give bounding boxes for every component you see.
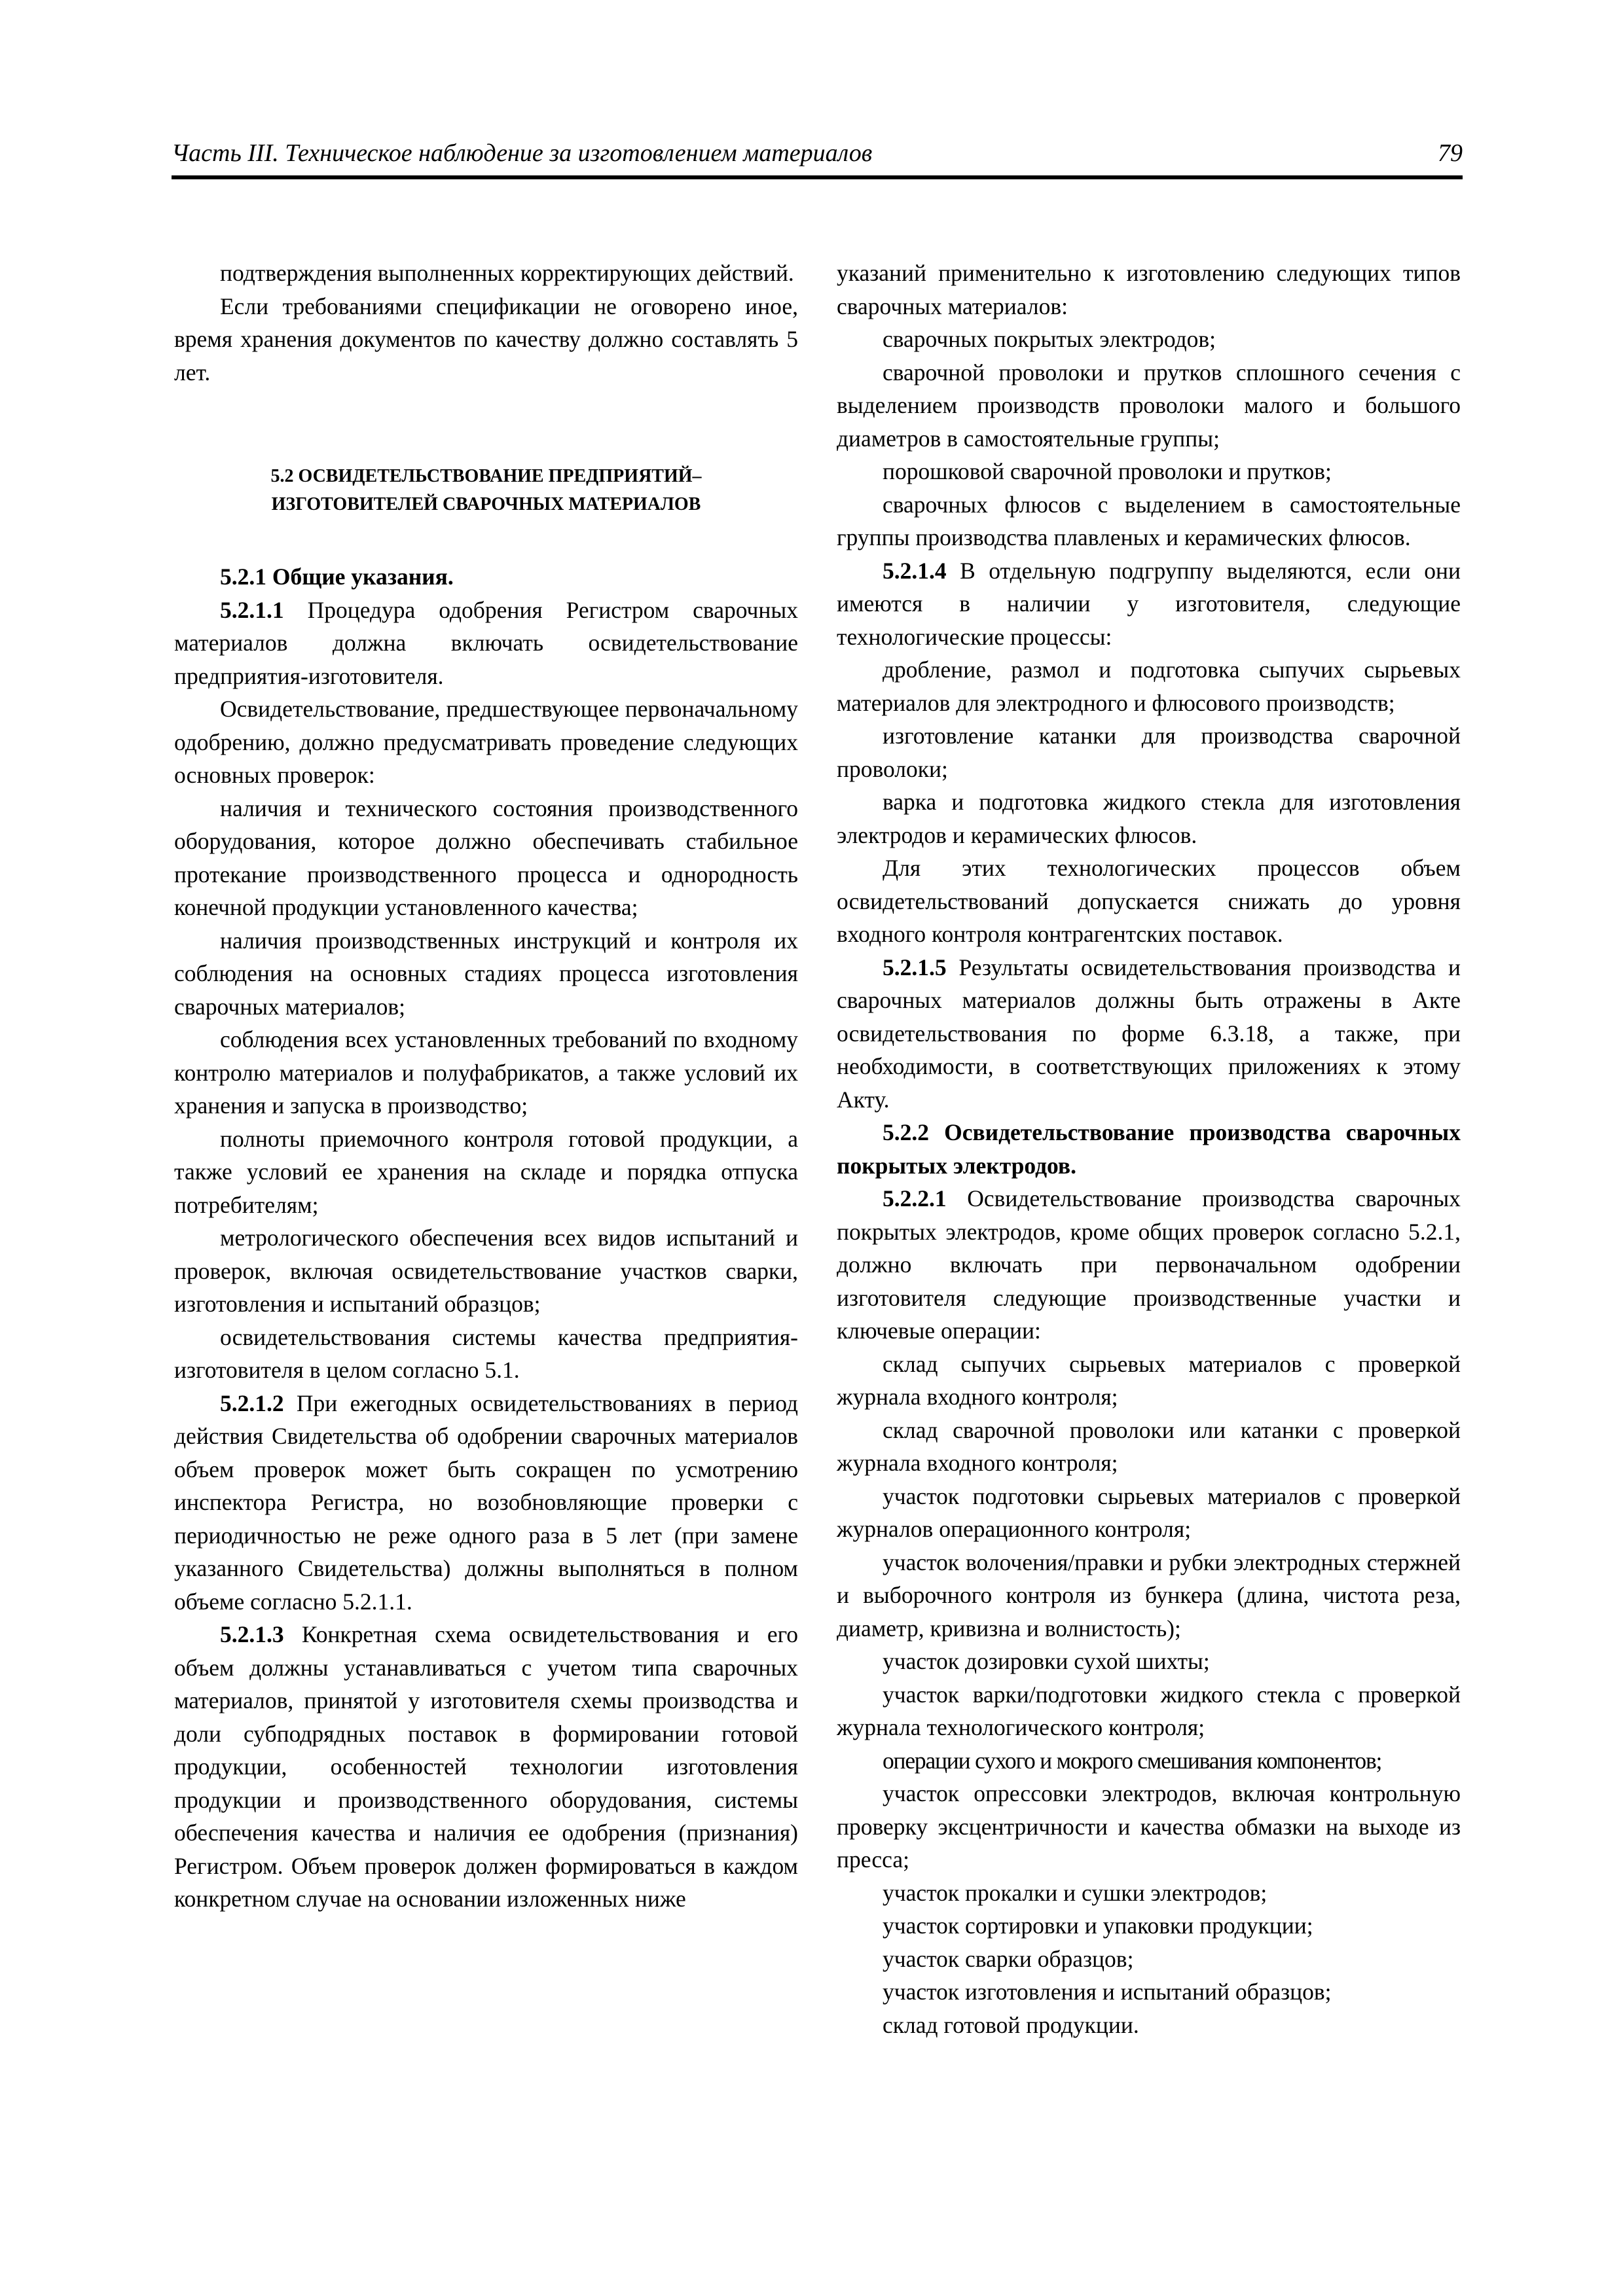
paragraph-text: Результаты освидетельствования производства и сварочных материалов должны быть отражены в Акте освидетельствования по форме 6.3.18, а также, при необходимости, в соответствующих приложениях к этому Акту. xyxy=(837,954,1461,1113)
paragraph xyxy=(837,1678,1461,1744)
paragraph-text: Освидетельствование производства сварочных покрытых электродов, кроме общих проверок согласно 5.2.1, должно включать при первоначальном одобрении изготовителя следующие производственные участки и ключевые операции: xyxy=(837,1185,1461,1344)
paragraph xyxy=(837,323,1461,356)
header-rule xyxy=(172,175,1463,179)
paragraph-text: Конкретная схема освидетельствования и его объем должны устанавливаться с учетом типа сварочных материалов, принятой у изготовителя схемы производства и доли субподрядных поставок в формировании готовой продукции, особенностей технологии изготовления продукции и производственного оборудования, системы обеспечения качества и наличия ее одобрения (признания) Регистром. Объем проверок должен формироваться в каждом конкретном случае на основании изложенных ниже xyxy=(174,1621,798,1912)
clause-number: 5.2.1.2 xyxy=(220,1390,284,1416)
paragraph xyxy=(837,1876,1461,1910)
left-paragraphs-before xyxy=(174,257,798,389)
paragraph xyxy=(174,290,798,389)
paragraph xyxy=(837,1348,1461,1414)
paragraph xyxy=(837,554,1461,654)
paragraph-text: сварочной проволоки и прутков сплошного сечения с выделением производств проволоки малого и большого диаметров в самостоятельные группы; xyxy=(837,359,1461,452)
paragraph xyxy=(174,257,798,290)
paragraph-text: дробление, размол и подготовка сыпучих сырьевых материалов для электродного и флюсового производств; xyxy=(837,656,1461,716)
paragraph xyxy=(837,1414,1461,1480)
paragraph-text: метрологического обеспечения всех видов испытаний и проверок, включая освидетельствование участков сварки, изготовления и испытаний образцов; xyxy=(174,1225,798,1317)
paragraph-text: При ежегодных освидетельствованиях в период действия Свидетельства об одобрении сварочных материалов объем проверок может быть сокращен по усмотрению инспектора Регистра, но возобновляющие проверки с периодичностью не реже одного раза в 5 лет (при замене указанного Свидетельства) должны выполняться в полном объеме согласно 5.2.1.1. xyxy=(174,1390,798,1615)
paragraph-text: подтверждения выполненных корректирующих действий. xyxy=(220,260,794,286)
paragraph-text: Для этих технологических процессов объем освидетельствований допускается снижать до уровня входного контроля контрагентских поставок. xyxy=(837,855,1461,947)
paragraph xyxy=(837,653,1461,719)
clause-number: 5.2.1.5 xyxy=(883,954,947,980)
clause-number: 5.2.1.4 xyxy=(883,557,947,584)
subsection-heading xyxy=(837,1116,1461,1182)
paragraph xyxy=(837,1480,1461,1546)
paragraph xyxy=(837,2009,1461,2042)
paragraph xyxy=(837,488,1461,554)
paragraph xyxy=(837,1777,1461,1876)
header-title: Часть III. Техническое наблюдение за изготовлением материалов xyxy=(172,139,873,167)
paragraph-text: полноты приемочного контроля готовой продукции, а также условий ее хранения на складе и порядка отпуска потребителям; xyxy=(174,1125,798,1218)
paragraph xyxy=(837,257,1461,323)
paragraph-text: участок опрессовки электродов, включая контрольную проверку эксцентричности и качества обмазки на выходе из пресса; xyxy=(837,1780,1461,1873)
paragraph-text: изготовление катанки для производства сварочной проволоки; xyxy=(837,723,1461,782)
paragraph xyxy=(174,1122,798,1222)
clause-number: 5.2.2.1 xyxy=(883,1185,947,1211)
paragraph xyxy=(837,1909,1461,1943)
paragraph-text: Освидетельствование, предшествующее первоначальному одобрению, должно предусматривать проведение следующих основных проверок: xyxy=(174,696,798,788)
paragraph xyxy=(837,1943,1461,1976)
paragraph xyxy=(837,719,1461,785)
paragraph xyxy=(837,455,1461,488)
paragraph xyxy=(174,1387,798,1619)
paragraph-text: Если требованиями спецификации не оговорено иное, время хранения документов по качеству должно составлять 5 лет. xyxy=(174,293,798,386)
paragraph-text: освидетельствования системы качества предприятия-изготовителя в целом согласно 5.1. xyxy=(174,1323,798,1383)
paragraph-text: участок прокалки и сушки электродов; xyxy=(883,1879,1267,1906)
paragraph-text: наличия производственных инструкций и контроля их соблюдения на основных стадиях процесса изготовления сварочных материалов; xyxy=(174,927,798,1020)
paragraph-text: участок сварки образцов; xyxy=(883,1945,1134,1972)
paragraph-text: операции сухого и мокрого смешивания компонентов; xyxy=(883,1747,1382,1774)
paragraph-text: склад сварочной проволоки или катанки с проверкой журнала входного контроля; xyxy=(837,1416,1461,1476)
paragraph xyxy=(174,692,798,792)
clause-number: 5.2.1.1 xyxy=(220,596,284,623)
paragraph xyxy=(174,594,798,693)
paragraph xyxy=(837,1645,1461,1678)
paragraph-text: сварочных покрытых электродов; xyxy=(883,326,1216,352)
paragraph xyxy=(174,1618,798,1916)
paragraph-text: участок сортировки и упаковки продукции; xyxy=(883,1912,1313,1939)
paragraph-text: соблюдения всех установленных требований по входному контролю материалов и полуфабрикатов, а также условий их хранения и запуска в производство; xyxy=(174,1026,798,1119)
paragraph-text: участок варки/подготовки жидкого стекла с проверкой журнала технологического контроля; xyxy=(837,1681,1461,1740)
page-number: 79 xyxy=(1438,139,1463,167)
paragraph-text: склад сыпучих сырьевых материалов с проверкой журнала входного контроля; xyxy=(837,1350,1461,1410)
paragraph xyxy=(174,792,798,924)
paragraph xyxy=(837,1744,1461,1778)
paragraph xyxy=(174,1221,798,1321)
right-column xyxy=(837,257,1461,2041)
running-header xyxy=(172,139,1463,175)
paragraph-text: участок подготовки сырьевых материалов с проверкой журналов операционного контроля; xyxy=(837,1482,1461,1542)
paragraph xyxy=(174,1321,798,1387)
subsection-heading xyxy=(174,560,798,594)
paragraph-text: В отдельную подгруппу выделяются, если они имеются в наличии у изготовителя, следующие технологические процессы: xyxy=(837,557,1461,650)
paragraph xyxy=(174,1023,798,1122)
paragraph-text: наличия и технического состояния производственного оборудования, которое должно обеспечивать стабильное протекание производственного процесса и однородность конечной продукции установленного качества; xyxy=(174,795,798,920)
paragraph-text: участок изготовления и испытаний образцов; xyxy=(883,1979,1332,2005)
paragraph xyxy=(837,852,1461,951)
section-heading: 5.2 ОСВИДЕТЕЛЬСТВОВАНИЕ ПРЕДПРИЯТИЙ–ИЗГОТОВИТЕЛЕЙ СВАРОЧНЫХ МАТЕРИАЛОВ xyxy=(270,466,702,514)
paragraph-text: склад готовой продукции. xyxy=(883,2011,1139,2038)
paragraph xyxy=(837,951,1461,1117)
paragraph xyxy=(837,785,1461,852)
paragraph-text: 5.2.2 Освидетельствование производства сварочных покрытых электродов. xyxy=(837,1119,1461,1179)
paragraph-text: варка и подготовка жидкого стекла для изготовления электродов и керамических флюсов. xyxy=(837,789,1461,848)
paragraph xyxy=(837,1182,1461,1348)
paragraph-text: порошковой сварочной проволоки и прутков; xyxy=(883,458,1332,484)
clause-number: 5.2.1.3 xyxy=(220,1621,284,1647)
paragraph-text: указаний применительно к изготовлению следующих типов сварочных материалов: xyxy=(837,260,1461,319)
paragraph-text: 5.2.1 Общие указания. xyxy=(220,564,454,590)
paragraph xyxy=(174,924,798,1024)
paragraph-text: участок дозировки сухой шихты; xyxy=(883,1648,1210,1674)
right-paragraphs xyxy=(837,257,1461,2041)
paragraph-text: Процедура одобрения Регистром сварочных материалов должна включать освидетельствование предприятия-изготовителя. xyxy=(174,596,798,689)
paragraph xyxy=(837,356,1461,456)
paragraph-text: участок волочения/правки и рубки электродных стержней и выборочного контроля из бункера (длина, чистота реза, диаметр, кривизна и волнистость); xyxy=(837,1549,1461,1641)
paragraph xyxy=(837,1975,1461,2009)
left-paragraphs-after xyxy=(174,560,798,1916)
left-column xyxy=(174,257,798,1916)
paragraph-text: сварочных флюсов с выделением в самостоятельные группы производства плавленых и керамических флюсов. xyxy=(837,491,1461,550)
paragraph xyxy=(837,1546,1461,1645)
